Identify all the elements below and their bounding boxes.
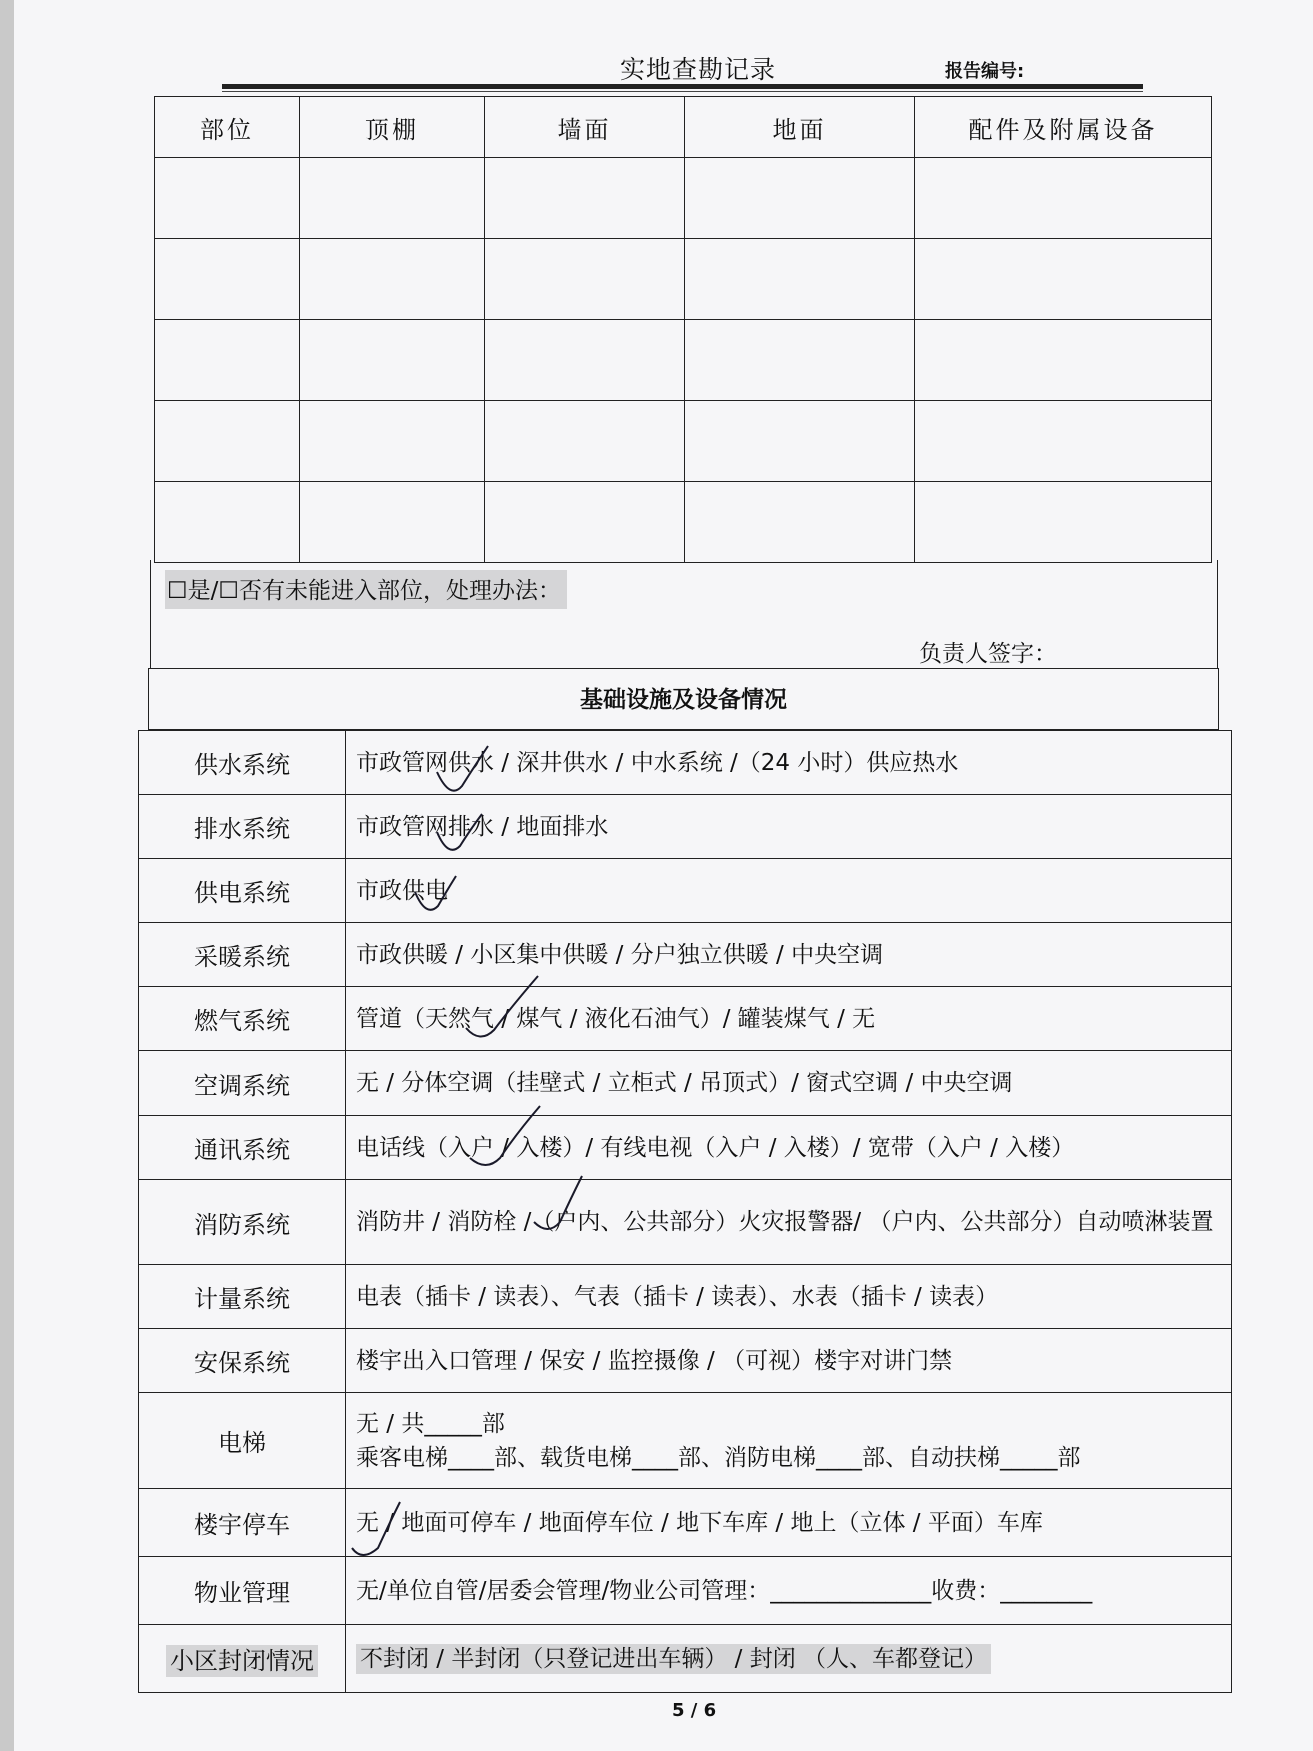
- table-cell[interactable]: [155, 482, 300, 563]
- system-label: 排水系统: [139, 795, 346, 859]
- entry-note-row: [150, 560, 1218, 668]
- system-options[interactable]: 市政管网供水 / 深井供水 / 中水系统 /（24 小时）供应热水: [346, 731, 1232, 795]
- table-cell[interactable]: [485, 158, 685, 239]
- inspection-table: [154, 96, 1212, 563]
- system-label: 空调系统: [139, 1051, 346, 1116]
- system-label: 安保系统: [139, 1329, 346, 1393]
- system-label: 燃气系统: [139, 987, 346, 1051]
- table-cell[interactable]: [685, 482, 915, 563]
- system-label: 供电系统: [139, 859, 346, 923]
- table-cell[interactable]: [300, 158, 485, 239]
- system-label: 消防系统: [139, 1180, 346, 1265]
- system-options[interactable]: 管道（天然气 / 煤气 / 液化石油气）/ 罐装煤气 / 无: [346, 987, 1232, 1051]
- table-cell[interactable]: [300, 239, 485, 320]
- system-label: 楼宇停车: [139, 1489, 346, 1557]
- table-cell[interactable]: [915, 482, 1212, 563]
- system-label: 采暖系统: [139, 923, 346, 987]
- system-label: [139, 1625, 346, 1693]
- table-cell[interactable]: [915, 158, 1212, 239]
- column-header-location: 部位: [155, 97, 300, 158]
- elevator-line-1: 无 / 共_____部: [356, 1410, 505, 1437]
- elevator-line-2: 乘客电梯____部、载货电梯____部、消防电梯____部、自动扶梯_____部: [356, 1444, 1081, 1471]
- section-title: 基础设施及设备情况: [148, 668, 1219, 730]
- system-options[interactable]: 市政供暖 / 小区集中供暖 / 分户独立供暖 / 中央空调: [346, 923, 1232, 987]
- table-cell[interactable]: [300, 482, 485, 563]
- system-options[interactable]: [346, 1625, 1232, 1693]
- elevator-options[interactable]: [346, 1393, 1232, 1489]
- header-rule: [222, 84, 1143, 89]
- system-label: 物业管理: [139, 1557, 346, 1625]
- column-header-ceiling: 顶棚: [300, 97, 485, 158]
- table-cell[interactable]: [155, 158, 300, 239]
- table-cell[interactable]: [485, 320, 685, 401]
- table-cell[interactable]: [485, 482, 685, 563]
- table-cell[interactable]: [155, 320, 300, 401]
- system-options[interactable]: 无 / 分体空调（挂壁式 / 立柜式 / 吊顶式）/ 窗式空调 / 中央空调: [346, 1051, 1232, 1116]
- system-options-highlight: 不封闭 / 半封闭（只登记进出车辆） / 封闭 （人、车都登记）: [356, 1644, 991, 1674]
- header-rule-thin: [222, 91, 1143, 92]
- system-options[interactable]: 消防井 / 消防栓 /（户内、公共部分）火灾报警器/ （户内、公共部分）自动喷淋装置: [346, 1180, 1232, 1265]
- system-label-highlight: 小区封闭情况: [166, 1645, 318, 1677]
- system-options[interactable]: 市政管网排水 / 地面排水: [346, 795, 1232, 859]
- entry-note: ☐是/☐否有未能进入部位，处理办法：: [165, 570, 567, 609]
- page-title: 实地查勘记录: [620, 55, 777, 84]
- table-cell[interactable]: [485, 401, 685, 482]
- table-cell[interactable]: [915, 239, 1212, 320]
- table-cell[interactable]: [485, 239, 685, 320]
- table-cell[interactable]: [300, 401, 485, 482]
- table-cell[interactable]: [685, 239, 915, 320]
- column-header-fittings: 配件及附属设备: [915, 97, 1212, 158]
- system-options[interactable]: 无 / 地面可停车 / 地面停车位 / 地下车库 / 地上（立体 / 平面）车库: [346, 1489, 1232, 1557]
- report-number-label: 报告编号:: [945, 61, 1025, 82]
- table-cell[interactable]: [155, 239, 300, 320]
- table-cell[interactable]: [685, 320, 915, 401]
- system-options[interactable]: 电表（插卡 / 读表）、气表（插卡 / 读表）、水表（插卡 / 读表）: [346, 1265, 1232, 1329]
- table-cell[interactable]: [915, 401, 1212, 482]
- table-cell[interactable]: [155, 401, 300, 482]
- system-label: 通讯系统: [139, 1116, 346, 1180]
- table-cell[interactable]: [685, 401, 915, 482]
- table-cell[interactable]: [300, 320, 485, 401]
- column-header-floor: 地面: [685, 97, 915, 158]
- facilities-table: [138, 730, 1232, 1693]
- table-cell[interactable]: [685, 158, 915, 239]
- system-label: 电梯: [139, 1393, 346, 1489]
- column-header-wall: 墙面: [485, 97, 685, 158]
- page-number: 5 / 6: [672, 1700, 717, 1721]
- system-label: 供水系统: [139, 731, 346, 795]
- system-label: 计量系统: [139, 1265, 346, 1329]
- system-options[interactable]: 电话线（入户 / 入楼）/ 有线电视（入户 / 入楼）/ 宽带（入户 / 入楼）: [346, 1116, 1232, 1180]
- system-options[interactable]: 楼宇出入口管理 / 保安 / 监控摄像 / （可视）楼宇对讲门禁: [346, 1329, 1232, 1393]
- system-options[interactable]: 市政供电: [346, 859, 1232, 923]
- signature-label: 负责人签字：: [919, 641, 1057, 667]
- table-cell[interactable]: [915, 320, 1212, 401]
- system-options[interactable]: 无/单位自管/居委会管理/物业公司管理：______________收费：________: [346, 1557, 1232, 1625]
